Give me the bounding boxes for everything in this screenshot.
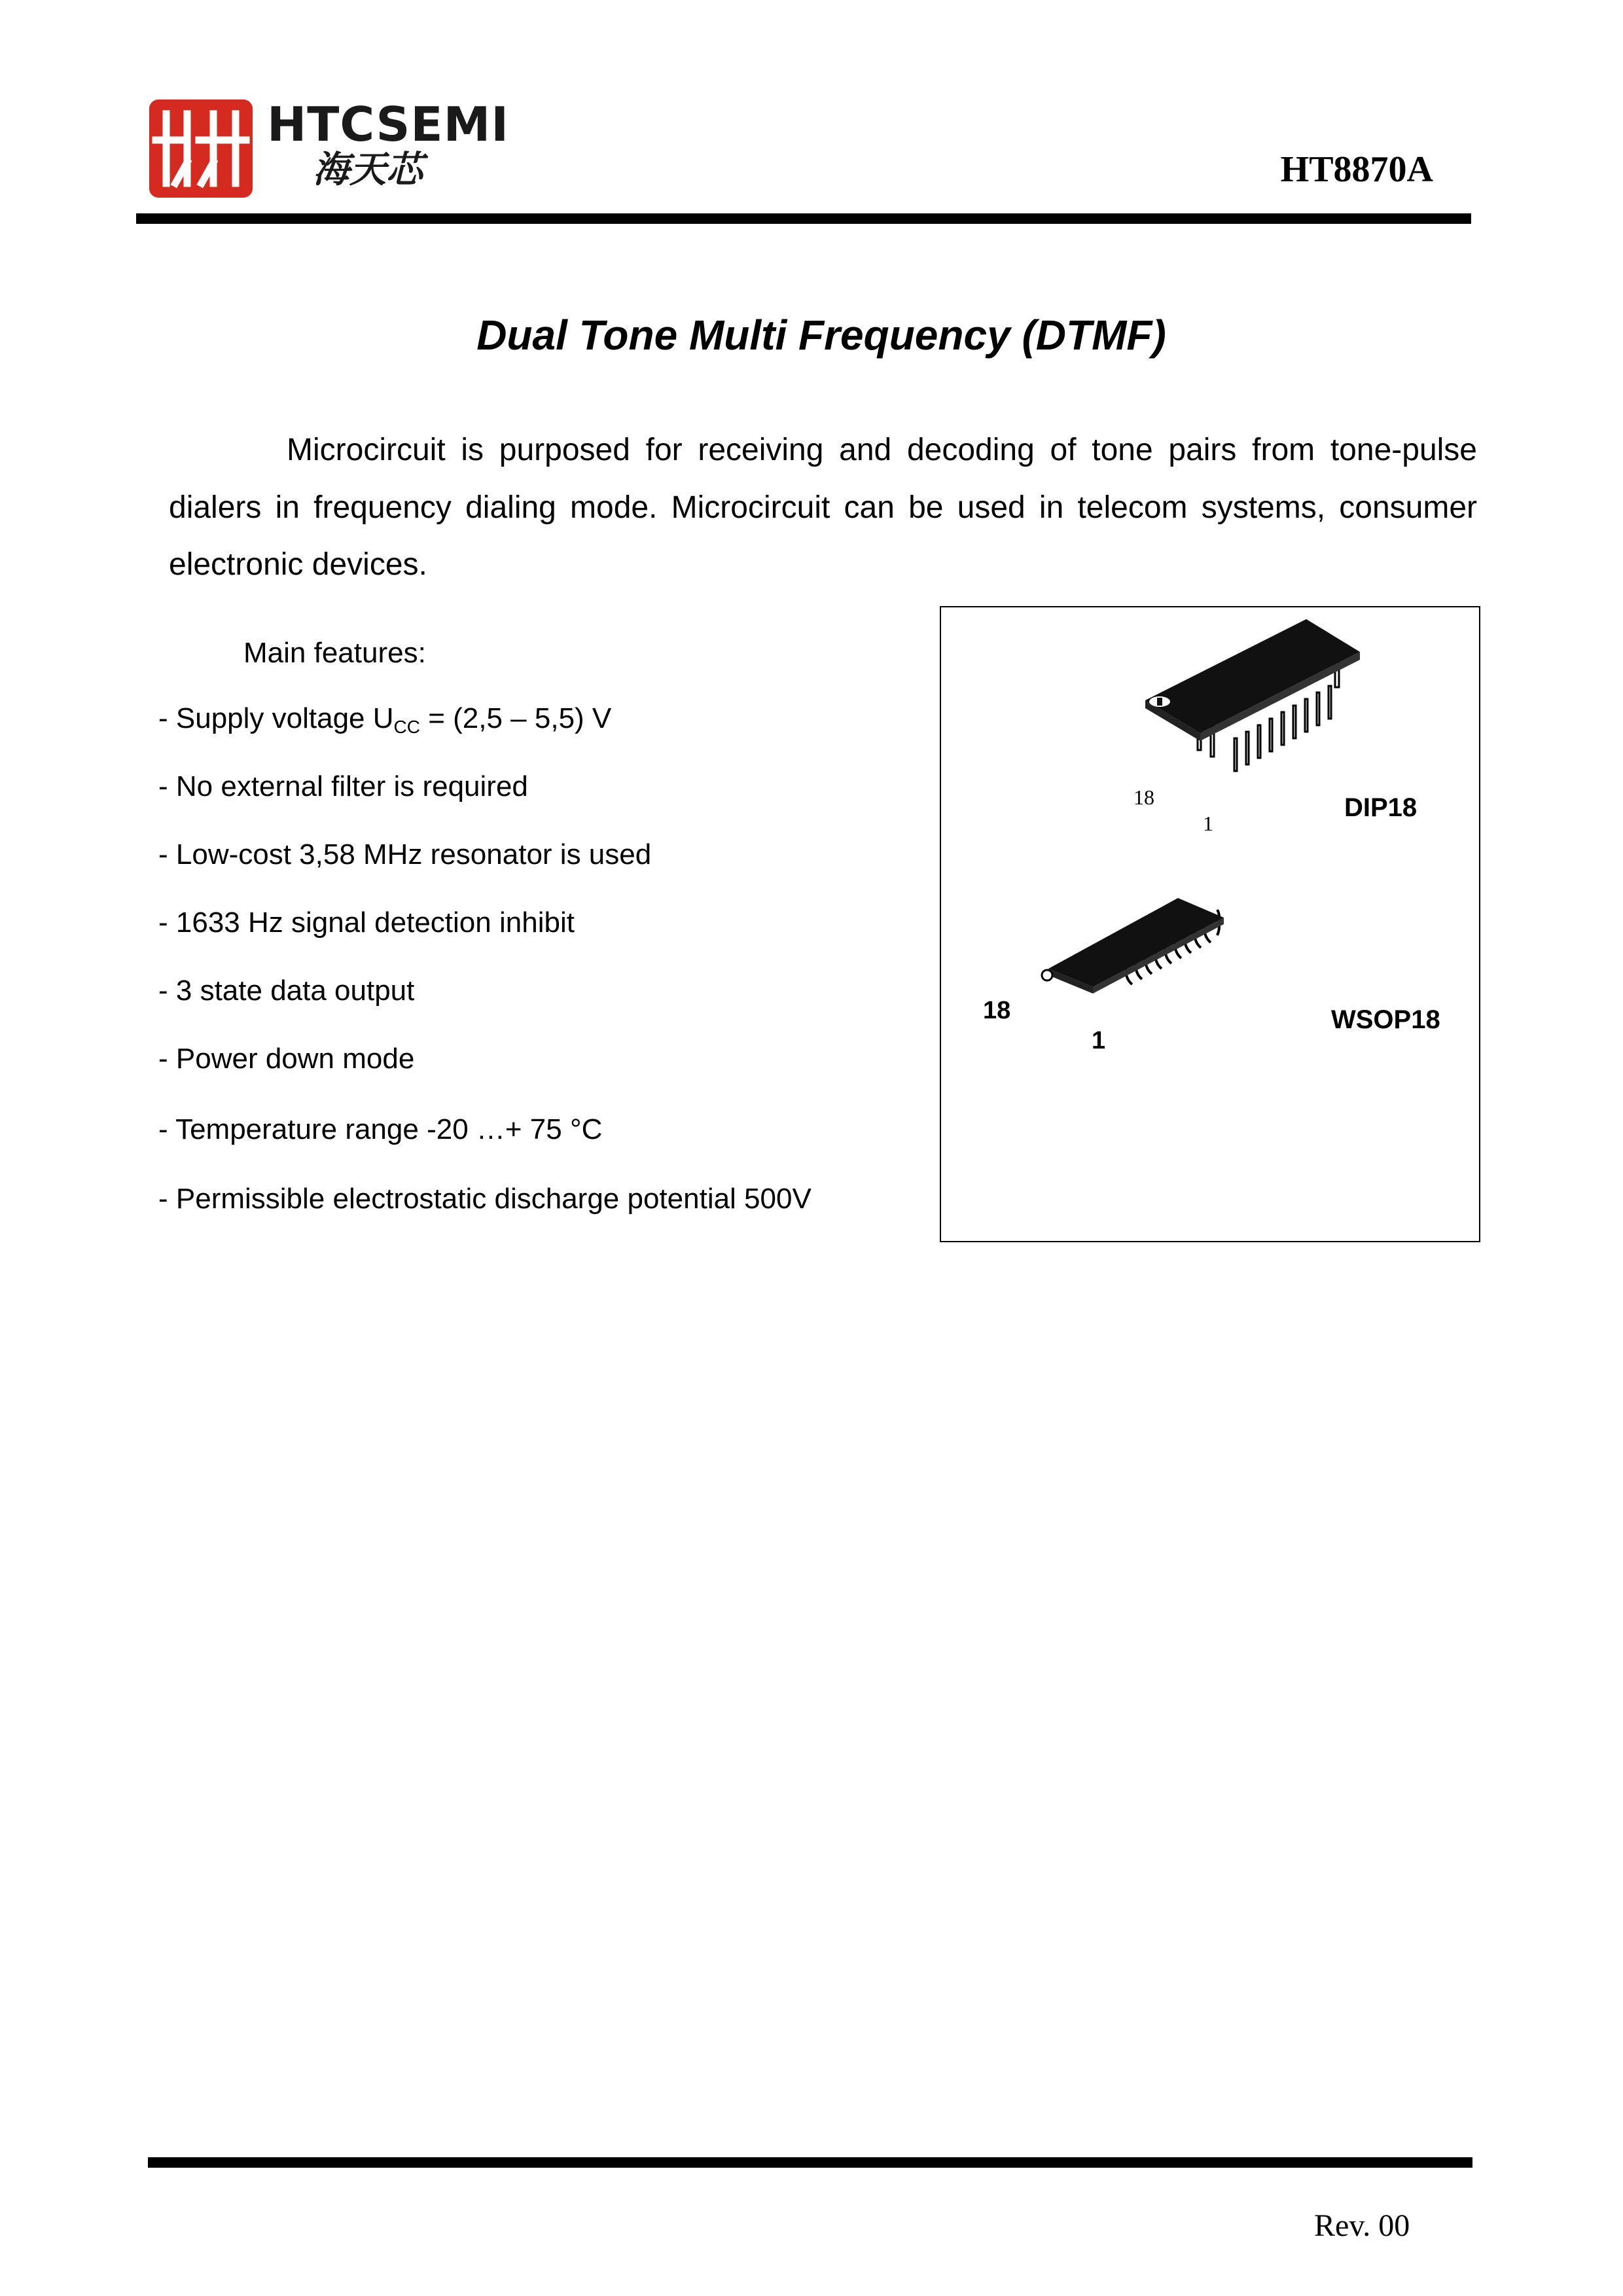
dip-pin-18: 18: [1133, 785, 1154, 809]
feature-item: - Temperature range -20 …+ 75 °C: [158, 1113, 603, 1145]
svg-text:海天芯: 海天芯: [313, 149, 423, 188]
page-title: Dual Tone Multi Frequency (DTMF): [476, 312, 1166, 359]
wsop18-package-icon: [1027, 884, 1243, 1021]
brand-logo-icon: [149, 99, 253, 198]
feature-item: - Permissible electrostatic discharge potential 500V: [158, 1183, 812, 1215]
features-heading: Main features:: [243, 637, 426, 669]
brand-name-cn-logo: [313, 147, 444, 188]
dip18-label: DIP18: [1344, 793, 1418, 822]
brand-name: HTCSEMI: [267, 97, 510, 152]
dip18-package-icon: [1132, 615, 1364, 792]
feature-item: - Low-cost 3,58 MHz resonator is used: [158, 838, 652, 870]
feature-item: - Power down mode: [158, 1043, 415, 1075]
intro-text: Microcircuit is purposed for receiving and decoding of tone pairs from tone-pulse dialers in frequency dialing mode. Microcircuit can be used in telecom systems, consumer electronic devices.: [169, 433, 1477, 582]
header-rule: [136, 213, 1471, 224]
sop-pin-18: 18: [983, 997, 1011, 1024]
intro-paragraph: [169, 422, 1477, 594]
wsop18-label: WSOP18: [1331, 1005, 1440, 1034]
feature-item: - 1633 Hz signal detection inhibit: [158, 906, 575, 939]
document-code: HT8870A: [1280, 149, 1433, 190]
feature-item: - 3 state data output: [158, 975, 415, 1007]
dip-pin-1: 1: [1203, 812, 1213, 835]
feature-supply-voltage: - Supply voltage $U_{CC} = (2,5 - 5,5)$ V: [158, 702, 612, 737]
sop-pin-1: 1: [1092, 1027, 1106, 1054]
feature-item: - No external filter is required: [158, 770, 528, 802]
footer-rule: [148, 2157, 1472, 2168]
revision-label: Rev. 00: [1314, 2208, 1410, 2243]
